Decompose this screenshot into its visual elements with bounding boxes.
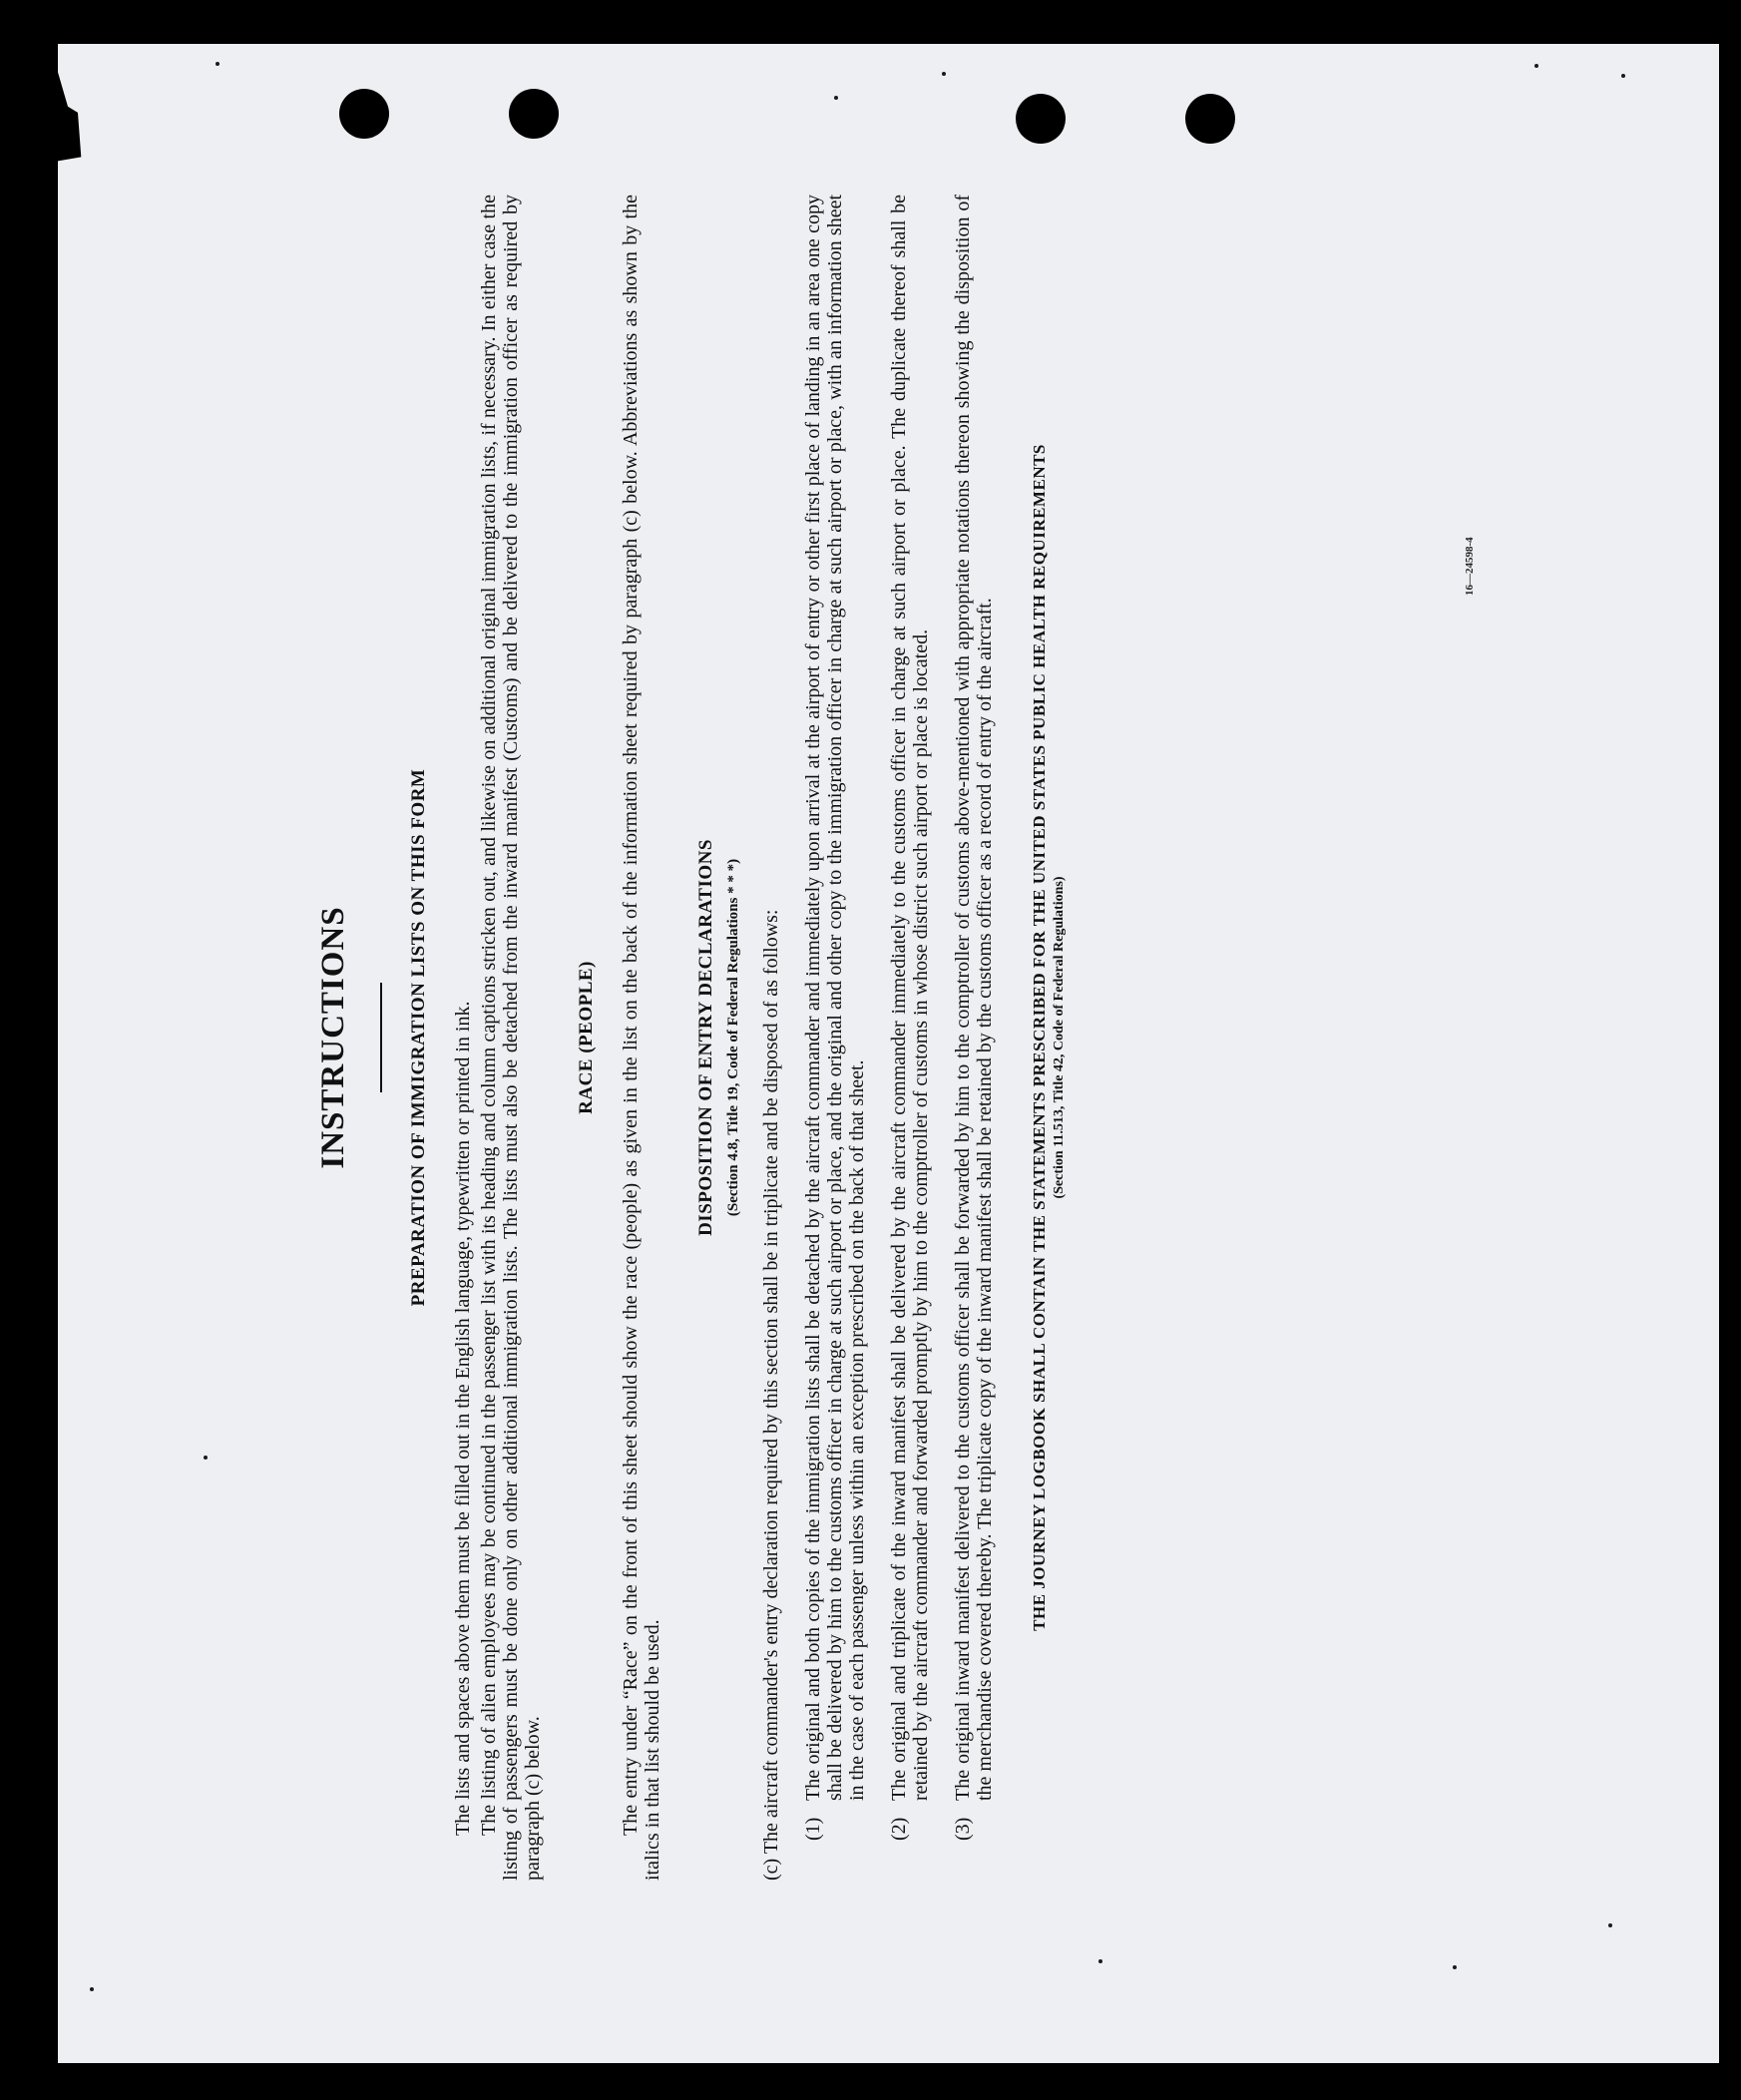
disposition-intro-text: The aircraft commander's entry declaration required by this section shall be in triplicate and be disposed of as follows: (760, 909, 782, 1855)
disposition-intro-label: (c) (760, 1858, 782, 1881)
disposition-reference: (Section 4.8, Title 19, Code of Federal Regulations * * *) (725, 858, 741, 1217)
speck (216, 62, 219, 66)
form-number: 16—24598-4 (1464, 537, 1476, 596)
race-paragraph: The entry under “Race” on the front of this sheet should show the race (people) as given in the list on the back of the information sheet required by paragraph (c) below. Abbreviations as shown by the italics in that list should be used. (620, 195, 663, 1881)
speck (942, 72, 946, 76)
speck (204, 1456, 208, 1460)
punch-hole-3 (1016, 94, 1066, 144)
item-text: The original and both copies of the immigration lists shall be detached by the aircraft commander and immediately upon arrival at the airport of entry or other first place of landing in an area one copy shall be delivered by him to the customs officer in charge at such airport or place, and the original and other copy to the immigration officer in charge at such airport or place, with an information sheet in the case of each passenger unless within an exception prescribed on the back of that sheet. (802, 195, 868, 1801)
speck (1098, 1959, 1102, 1963)
preparation-paragraph-2: The listing of alien employees may be continued in the passenger list with its heading and column captions stricken out, and likewise on additional original immigration lists, if necessary. In either case the listing of passengers must be done only on other additional immigration lists. The lists must also be detached from the inward manifest (Customs) and be delivered to the immigration officer as required by paragraph (c) below. (478, 195, 544, 1881)
speck (1534, 64, 1538, 68)
speck (1453, 1965, 1457, 1969)
punch-hole-4 (1185, 94, 1235, 144)
page-title: INSTRUCTIONS (315, 906, 351, 1169)
speck (1621, 74, 1625, 78)
disposition-heading: DISPOSITION OF ENTRY DECLARATIONS (695, 839, 716, 1236)
punch-hole-2 (509, 89, 559, 139)
item-number: (1) (802, 1817, 824, 1841)
item-number: (3) (952, 1817, 974, 1841)
disposition-intro (760, 155, 782, 1920)
disposition-item (802, 155, 868, 1920)
preparation-paragraph-1: The lists and spaces above them must be filled out in the English language, typewritten or printed in ink. (452, 1001, 474, 1836)
item-text: The original inward manifest delivered to the customs officer shall be forwarded by him to the comptroller of customs above-mentioned with appropriate notations thereon showing the disposition of the merchandise covered thereby. The triplicate copy of the inward manifest shall be retained by the customs officer as a record of entry of the aircraft. (952, 195, 996, 1801)
speck (90, 1987, 94, 1991)
disposition-item (888, 155, 932, 1920)
closing-statement: THE JOURNEY LOGBOOK SHALL CONTAIN THE STATEMENTS PRESCRIBED FOR THE UNITED STATES PUBLIC HEALTH REQUIREMENTS (1030, 444, 1049, 1631)
speck (1608, 1923, 1612, 1927)
race-heading: RACE (PEOPLE) (576, 961, 597, 1114)
disposition-item (952, 155, 996, 1920)
punch-hole-1 (339, 89, 389, 139)
item-number: (2) (888, 1817, 910, 1841)
speck (834, 96, 838, 100)
item-text: The original and triplicate of the inward manifest shall be delivered by the aircraft commander immediately to the customs officer in charge at such airport or place. The duplicate thereof shall be retained by the aircraft commander and forwarded promptly by him to the comptroller of customs in whose district such airport or place is located. (888, 195, 932, 1801)
title-rule (380, 983, 382, 1092)
rotated-text-block (279, 155, 1721, 1920)
preparation-heading: PREPARATION OF IMMIGRATION LISTS ON THIS FORM (408, 768, 429, 1307)
closing-reference: (Section 11.513, Title 42, Code of Federal Regulations) (1052, 876, 1067, 1199)
